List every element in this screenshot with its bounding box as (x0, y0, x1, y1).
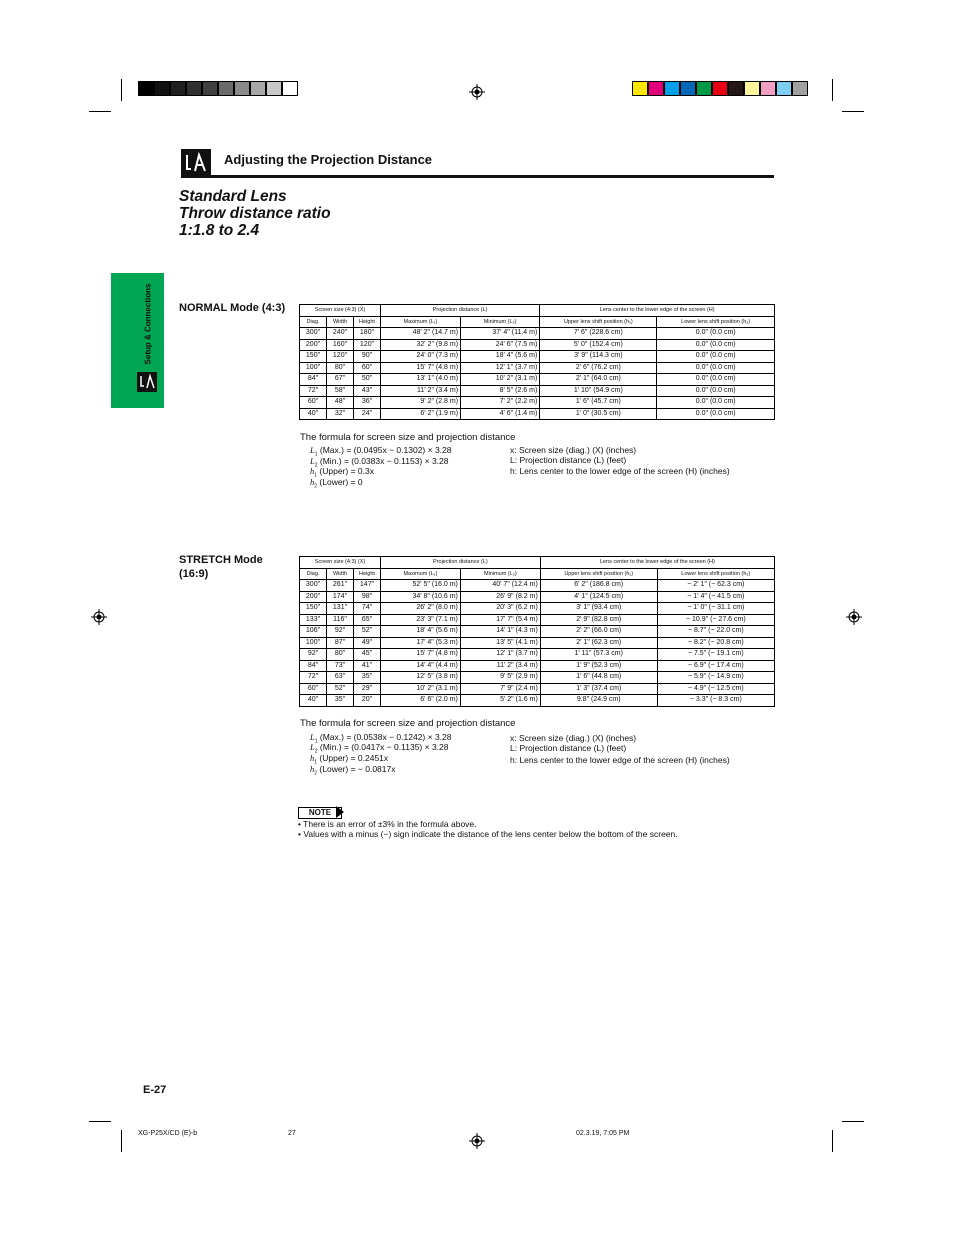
header-lens-center: Lens center to the lower edge of the screen (H) (540, 305, 775, 317)
table-row (300, 695, 775, 707)
table-cell: − 7.5" (− 19.1 cm) (657, 649, 774, 661)
table-cell: 50" (354, 374, 381, 386)
side-tab-label: Setup & Connections (143, 283, 153, 365)
table-cell: 3' 9" (114.3 cm) (540, 351, 657, 363)
table-cell: 24' 6" (7.5 m) (461, 339, 540, 351)
note-bullet: • Values with a minus (−) sign indicate the distance of the lens center below the bottom of the screen. (298, 829, 678, 839)
table-row (300, 591, 775, 603)
table-cell: 174" (327, 591, 354, 603)
table-cell: 34' 8" (10.6 m) (381, 591, 461, 603)
table-cell: 10' 2" (3.1 m) (381, 683, 461, 695)
table-cell: 20' 3" (6.2 m) (460, 603, 540, 615)
table-cell: 261" (327, 580, 354, 592)
table-cell: 240" (327, 328, 354, 340)
table-cell: 13' 5" (4.1 m) (460, 637, 540, 649)
table-cell: 1' 9" (52.3 cm) (540, 660, 657, 672)
section-title: Adjusting the Projection Distance (224, 152, 433, 167)
table-cell: 60" (300, 397, 327, 409)
note-label: NOTE (298, 807, 342, 819)
color-swatch (234, 81, 250, 96)
table-cell: 23' 3" (7.1 m) (381, 614, 461, 626)
table-row (300, 614, 775, 626)
table-cell: 116" (327, 614, 354, 626)
color-swatch (792, 81, 808, 96)
table-cell: 40' 7" (12.4 m) (460, 580, 540, 592)
table-cell: 0.0" (0.0 cm) (657, 362, 775, 374)
table-cell: 35" (354, 672, 381, 684)
table-cell: 92" (327, 626, 354, 638)
formula-heading: The formula for screen size and projection distance (300, 432, 516, 443)
formula-line: $h_2$ (Lower) = − 0.0817x (310, 764, 396, 777)
table-row (300, 660, 775, 672)
table-cell: 1' 0" (30.5 cm) (540, 408, 657, 420)
table-cell: 45" (354, 649, 381, 661)
table-cell: 13' 1" (4.0 m) (381, 374, 461, 386)
table-cell: 200" (300, 339, 327, 351)
table-cell: 9' 5" (2.9 m) (460, 672, 540, 684)
table-cell: 11' 2" (3.4 m) (381, 385, 461, 397)
table-cell: 4' 6" (1.4 m) (461, 408, 540, 420)
color-swatch (648, 81, 664, 96)
header-rule (181, 175, 774, 178)
formula-line: $L_2$ (Min.) = (0.0417x − 0.1135) × 3.28 (310, 742, 449, 755)
header-diag: Diag. (300, 568, 327, 580)
formula-line: $h_2$ (Lower) = 0 (310, 477, 363, 490)
table-row (300, 603, 775, 615)
header-diag: Diag. (300, 316, 327, 328)
table-cell: 6' 2" (186.8 cm) (540, 580, 657, 592)
table-cell: − 1' 0" (− 31.1 cm) (657, 603, 774, 615)
table-cell: 73" (327, 660, 354, 672)
color-swatch (680, 81, 696, 96)
table-cell: 48" (327, 397, 354, 409)
registration-mark-icon (91, 609, 107, 625)
table-cell: 150" (300, 351, 327, 363)
table-cell: 120" (327, 351, 354, 363)
table-cell: 14' 4" (4.4 m) (381, 660, 461, 672)
table-cell: 18' 4" (5.6 m) (381, 626, 461, 638)
table-cell: 84" (300, 374, 327, 386)
table-row (300, 683, 775, 695)
table-cell: 98" (354, 591, 381, 603)
color-swatch (776, 81, 792, 96)
table-cell: 58" (327, 385, 354, 397)
table-cell: 0.0" (0.0 cm) (657, 339, 775, 351)
header-upper: Upper lens shift position (h₁) (540, 316, 657, 328)
table-cell: 2' 6" (76.2 cm) (540, 362, 657, 374)
table-cell: 20" (354, 695, 381, 707)
table-cell: 6' 2" (1.9 m) (381, 408, 461, 420)
table-cell: 1' 11" (57.3 cm) (540, 649, 657, 661)
table-cell: − 1' 4" (− 41.5 cm) (657, 591, 774, 603)
table-cell: 60" (354, 362, 381, 374)
table-cell: 133" (300, 614, 327, 626)
table-cell: 15' 7" (4.8 m) (381, 649, 461, 661)
table-cell: 8' 5" (2.6 m) (461, 385, 540, 397)
header-screen-size: Screen size (4:3) (X) (300, 305, 381, 317)
color-swatch (664, 81, 680, 96)
header-height: Height (354, 316, 381, 328)
color-swatch (218, 81, 234, 96)
table-cell: 12' 1" (3.7 m) (460, 649, 540, 661)
legend-h: h: Lens center to the lower edge of the screen (H) (inches) (510, 755, 730, 765)
formula-line: $h_1$ (Upper) = 0.2451x (310, 753, 389, 766)
header-projection-distance: Projection distance (L) (381, 305, 540, 317)
table-cell: 300" (300, 580, 327, 592)
color-swatch (170, 81, 186, 96)
color-swatch (154, 81, 170, 96)
title-line: 1:1.8 to 2.4 (179, 222, 260, 239)
table-cell: − 2' 1" (− 62.3 cm) (657, 580, 774, 592)
header-lower: Lower lens shift position (h₂) (657, 316, 775, 328)
table-cell: 90" (354, 351, 381, 363)
table-cell: 92" (300, 649, 327, 661)
table-cell: − 3.3" (− 8.3 cm) (657, 695, 774, 707)
table-cell: 18' 4" (5.6 m) (461, 351, 540, 363)
table-row (300, 672, 775, 684)
table-cell: 160" (327, 339, 354, 351)
registration-mark-icon (846, 609, 862, 625)
table-cell: 52' 5" (16.0 m) (381, 580, 461, 592)
table-cell: 65" (354, 614, 381, 626)
title-line: Throw distance ratio (179, 205, 331, 222)
table-cell: 0.0" (0.0 cm) (657, 385, 775, 397)
legend-l: L: Projection distance (L) (feet) (510, 455, 627, 465)
table-cell: 7' 9" (2.4 m) (460, 683, 540, 695)
color-swatch (266, 81, 282, 96)
table-cell: 1' 6" (44.8 cm) (540, 672, 657, 684)
stretch-label-line: STRETCH Mode (179, 554, 263, 566)
color-swatch (186, 81, 202, 96)
table-cell: 9' 2" (2.8 m) (381, 397, 461, 409)
table-row (300, 408, 775, 420)
table-cell: 36" (354, 397, 381, 409)
table-cell: 67" (327, 374, 354, 386)
header-maximum: Maximum (L₁) (381, 568, 461, 580)
header-lower: Lower lens shift position (h₂) (657, 568, 774, 580)
table-cell: 14' 1" (4.3 m) (460, 626, 540, 638)
table-cell: 52" (354, 626, 381, 638)
note-arrow-icon (336, 806, 344, 818)
formula-heading: The formula for screen size and projection distance (300, 718, 516, 729)
table-cell: 32' 2" (9.8 m) (381, 339, 461, 351)
table-cell: − 4.9" (− 12.5 cm) (657, 683, 774, 695)
table-row (300, 362, 775, 374)
table-cell: 48' 2" (14.7 m) (381, 328, 461, 340)
stretch-mode-label (179, 553, 263, 581)
table-cell: 80" (327, 649, 354, 661)
header-lens-center: Lens center to the lower edge of the screen (H) (540, 557, 774, 569)
page-number: E-27 (143, 1084, 167, 1096)
table-cell: 17' 7" (5.4 m) (460, 614, 540, 626)
normal-mode-label: NORMAL Mode (4:3) (179, 302, 286, 314)
table-cell: 1' 10" (54.9 cm) (540, 385, 657, 397)
table-cell: 1' 6" (45.7 cm) (540, 397, 657, 409)
table-cell: 52" (327, 683, 354, 695)
table-cell: 11' 2" (3.4 m) (460, 660, 540, 672)
table-cell: 2' 1" (64.0 cm) (540, 374, 657, 386)
table-cell: − 10.9" (− 27.6 cm) (657, 614, 774, 626)
table-cell: 100" (300, 637, 327, 649)
table-cell: 0.0" (0.0 cm) (657, 328, 775, 340)
formula-line: $h_1$ (Upper) = 0.3x (310, 466, 374, 479)
table-cell: 7' 2" (2.2 m) (461, 397, 540, 409)
color-swatch (632, 81, 648, 96)
table-cell: 17' 4" (5.3 m) (381, 637, 461, 649)
color-swatch (696, 81, 712, 96)
formula-line: $L_1$ (Max.) = (0.0538x − 0.1242) × 3.28 (310, 732, 452, 745)
color-bar (632, 81, 808, 96)
table-cell: 12' 1" (3.7 m) (461, 362, 540, 374)
table-cell: 180" (354, 328, 381, 340)
header-width: Width (327, 316, 354, 328)
table-cell: 87" (327, 637, 354, 649)
page-title (179, 188, 331, 239)
color-swatch (138, 81, 154, 96)
table-cell: 10' 2" (3.1 m) (461, 374, 540, 386)
header-maximum: Maximum (L₁) (381, 316, 461, 328)
table-cell: 26' 9" (8.2 m) (460, 591, 540, 603)
table-cell: 49" (354, 637, 381, 649)
table-cell: − 6.9" (− 17.4 cm) (657, 660, 774, 672)
table-cell: 80" (327, 362, 354, 374)
footer-file: XG-P25X/CD (E)-b (138, 1130, 198, 1137)
table-cell: 24" (354, 408, 381, 420)
table-cell: 72" (300, 672, 327, 684)
table-row (300, 626, 775, 638)
table-cell: 3' 1" (93.4 cm) (540, 603, 657, 615)
formula-line: $L_2$ (Min.) = (0.0383x − 0.1153) × 3.28 (310, 456, 449, 469)
table-row (300, 339, 775, 351)
table-cell: 84" (300, 660, 327, 672)
table-cell: 43" (354, 385, 381, 397)
legend-l: L: Projection distance (L) (feet) (510, 743, 627, 753)
table-cell: 4' 1" (124.5 cm) (540, 591, 657, 603)
header-width: Width (327, 568, 354, 580)
header-upper: Upper lens shift position (h₁) (540, 568, 657, 580)
header-minimum: Minimum (L₂) (461, 316, 540, 328)
table-cell: 5' 2" (1.6 m) (460, 695, 540, 707)
table-cell: 26' 2" (8.0 m) (381, 603, 461, 615)
table-cell: 2' 2" (66.0 cm) (540, 626, 657, 638)
table-cell: 147" (354, 580, 381, 592)
table-cell: 29" (354, 683, 381, 695)
color-swatch (250, 81, 266, 96)
registration-mark-icon (469, 1133, 485, 1149)
header-height: Height (354, 568, 381, 580)
table-cell: 24' 0" (7.3 m) (381, 351, 461, 363)
projector-icon (181, 149, 211, 177)
table-cell: 15' 7" (4.8 m) (381, 362, 461, 374)
table-cell: 2' 1" (62.3 cm) (540, 637, 657, 649)
table-cell: 32" (327, 408, 354, 420)
footer-page: 27 (288, 1130, 296, 1137)
table-cell: 37' 4" (11.4 m) (461, 328, 540, 340)
color-swatch (202, 81, 218, 96)
color-swatch (744, 81, 760, 96)
table-cell: 200" (300, 591, 327, 603)
header-projection-distance: Projection distance (L) (381, 557, 541, 569)
table-cell: 40" (300, 695, 327, 707)
color-swatch (760, 81, 776, 96)
table-row (300, 385, 775, 397)
table-cell: 74" (354, 603, 381, 615)
table-cell: 41" (354, 660, 381, 672)
title-line: Standard Lens (179, 188, 287, 205)
table-cell: − 8.7" (− 22.0 cm) (657, 626, 774, 638)
legend-x: x: Screen size (diag.) (X) (inches) (510, 445, 637, 455)
table-cell: 1' 3" (37.4 cm) (540, 683, 657, 695)
table-row (300, 328, 775, 340)
table-cell: 150" (300, 603, 327, 615)
table-cell: 35" (327, 695, 354, 707)
color-swatch (712, 81, 728, 96)
table-cell: 63" (327, 672, 354, 684)
table-cell: 0.0" (0.0 cm) (657, 374, 775, 386)
registration-mark-icon (469, 84, 485, 100)
note-bullet: • There is an error of ±3% in the formula above. (298, 819, 477, 829)
table-cell: 12' 5" (3.8 m) (381, 672, 461, 684)
table-cell: 120" (354, 339, 381, 351)
legend-x: x: Screen size (diag.) (X) (inches) (510, 733, 637, 743)
table-row (300, 649, 775, 661)
table-cell: 2' 9" (82.8 cm) (540, 614, 657, 626)
stretch-label-line: (16:9) (179, 568, 209, 580)
formula-line: $L_1$ (Max.) = (0.0495x − 0.1302) × 3.28 (310, 445, 452, 458)
color-swatch (282, 81, 298, 96)
table-cell: 9.8" (24.9 cm) (540, 695, 657, 707)
table-cell: 40" (300, 408, 327, 420)
table-cell: 7' 6" (228.6 cm) (540, 328, 657, 340)
table-row (300, 351, 775, 363)
header-minimum: Minimum (L₂) (460, 568, 540, 580)
header-screen-size: Screen size (4:3) (X) (300, 557, 381, 569)
normal-mode-table (299, 304, 775, 420)
color-swatch (728, 81, 744, 96)
stretch-mode-table (299, 556, 775, 707)
table-cell: 100" (300, 362, 327, 374)
table-cell: 0.0" (0.0 cm) (657, 408, 775, 420)
table-cell: 0.0" (0.0 cm) (657, 397, 775, 409)
table-cell: 72" (300, 385, 327, 397)
table-cell: 6' 6" (2.0 m) (381, 695, 461, 707)
table-row (300, 637, 775, 649)
table-cell: 300" (300, 328, 327, 340)
table-cell: − 5.9" (− 14.9 cm) (657, 672, 774, 684)
legend-h: h: Lens center to the lower edge of the screen (H) (inches) (510, 466, 730, 476)
table-cell: 106" (300, 626, 327, 638)
grayscale-bar (138, 81, 298, 96)
projector-icon (137, 372, 157, 392)
footer-date: 02.3.19, 7:05 PM (576, 1130, 630, 1137)
table-row (300, 397, 775, 409)
table-cell: 0.0" (0.0 cm) (657, 351, 775, 363)
table-row (300, 580, 775, 592)
table-row (300, 374, 775, 386)
table-cell: − 8.2" (− 20.8 cm) (657, 637, 774, 649)
table-cell: 60" (300, 683, 327, 695)
table-cell: 5' 0" (152.4 cm) (540, 339, 657, 351)
table-cell: 131" (327, 603, 354, 615)
